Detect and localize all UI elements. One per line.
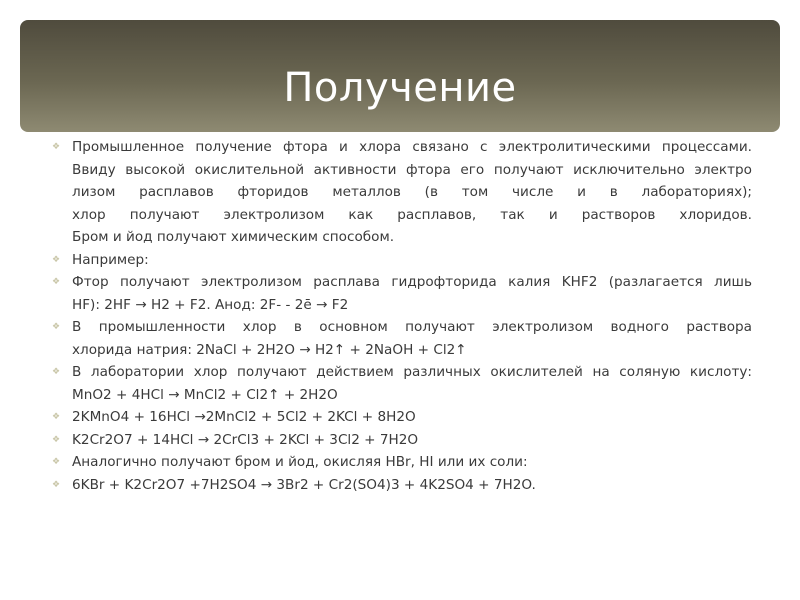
bullet-item: [52, 249, 752, 272]
bullet-item: [52, 271, 752, 316]
bullet-item: [52, 361, 752, 406]
bullet-line: MnO2 + 4HCl → MnCl2 + Cl2↑ + 2H2O: [72, 386, 338, 403]
bullet-line: хлор получают электролизом как расплавов, так и растворов хлоридов.: [72, 206, 752, 223]
bullet-item: [52, 429, 752, 452]
slide-content: [52, 136, 752, 496]
bullet-line: ❖ В промышленности хлор в основном получают электролизом водного раствора: [72, 319, 752, 335]
bullet-line: ❖ В лаборатории хлор получают действием различных окислителей на соляную кислоту:: [72, 364, 752, 380]
slide-title: Получение: [283, 65, 517, 111]
bullet-line: хлорида натрия: 2NaCl + 2H2O → H2↑ + 2NaOH + Cl2↑: [72, 341, 467, 358]
bullet-line: лизом расплавов фторидов металлов (в том числе и в лабораториях);: [72, 184, 752, 200]
bullet-line: ❖ Промышленное получение фтора и хлора связано с электролитическими процессами.: [72, 139, 752, 155]
bullet-line: ❖ Например:: [72, 251, 149, 268]
bullet-line: ❖ Аналогично получают бром и йод, окисляя HBr, HI или их соли:: [72, 454, 528, 470]
bullet-line: ❖ 2KMnO4 + 16HCl →2MnCl2 + 5Cl2 + 2KCl + 8H2O: [72, 409, 416, 425]
bullet-item: [52, 316, 752, 361]
bullet-item: [52, 406, 752, 429]
bullet-line: Бром и йод получают химическим способом.: [72, 229, 395, 245]
bullet-line: ❖ Фтор получают электролизом расплава гидрофторида калия KHF2 (разлагается лишь: [72, 274, 752, 290]
bullet-line: Ввиду высокой окислительной активности фтора его получают исключительно электро: [72, 161, 752, 178]
bullet-item: [52, 451, 752, 474]
bullet-item: [52, 136, 752, 249]
bullet-item: [52, 474, 752, 497]
bullet-line: ❖ K2Cr2O7 + 14HCl → 2CrCl3 + 2KCl + 3Cl2 + 7H2O: [72, 431, 419, 448]
bullet-line: HF): 2HF → H2 + F2. Анод: 2F- - 2ē → F2: [72, 296, 349, 313]
bullet-line: ❖ 6KBr + K2Cr2O7 +7H2SO4 → 3Br2 + Cr2(SO4)3 + 4K2SO4 + 7H2O.: [72, 476, 536, 493]
